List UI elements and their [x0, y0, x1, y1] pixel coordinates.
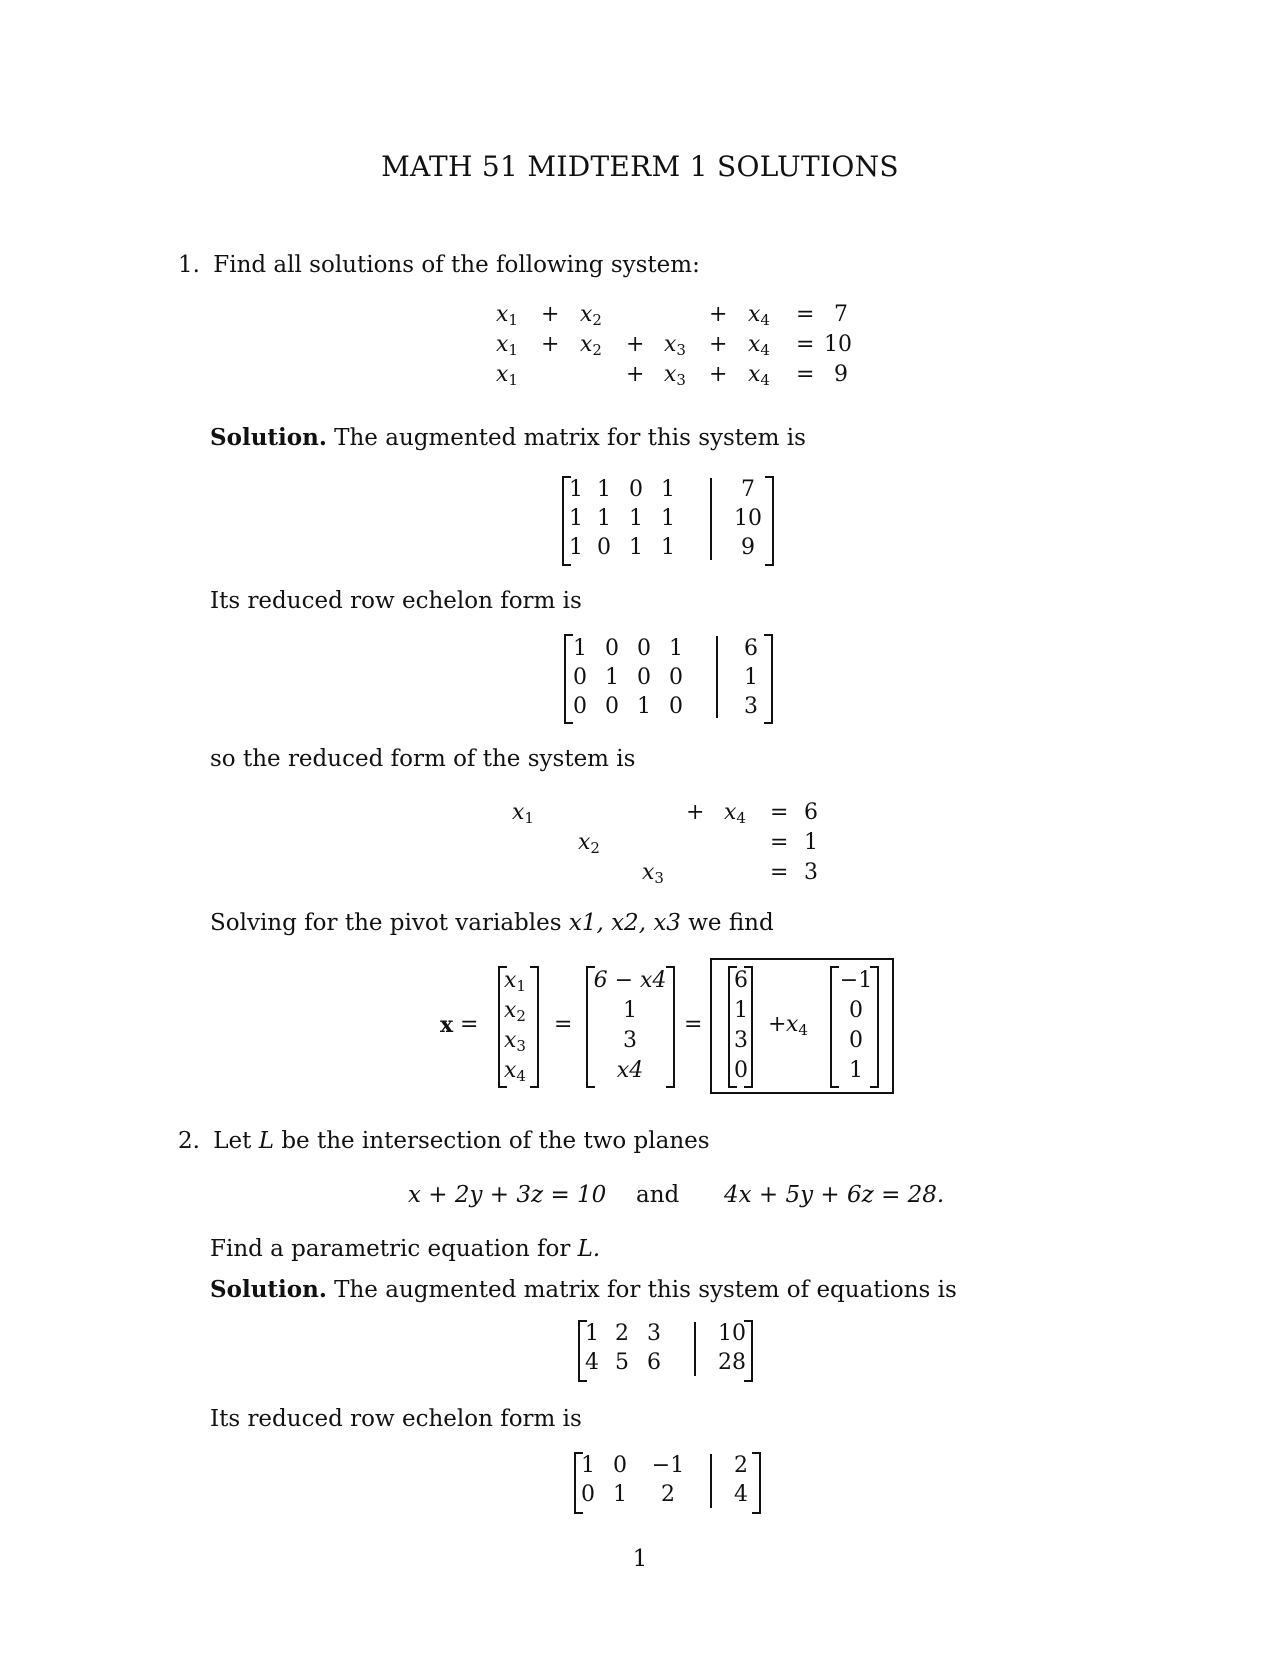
reduced-intro: so the reduced form of the system is [210, 746, 636, 772]
conjunction: and [636, 1182, 680, 1208]
matrix-cell: 1 [661, 506, 675, 531]
problem-text: Find all solutions of the following system: [213, 252, 700, 278]
solution-text: The augmented matrix for this system of equations is [334, 1277, 957, 1303]
pivot-sentence: Solving for the pivot variables x1, x2, x3 we find [210, 910, 774, 936]
matrix-cell: 1 [613, 1482, 627, 1507]
matrix-cell: 0 [613, 1453, 627, 1478]
vector-entry: 6 − x4 [593, 968, 667, 993]
matrix-cell: 1 [569, 506, 583, 531]
matrix-cell: 1 [569, 477, 583, 502]
matrix-cell: 1 [573, 636, 587, 661]
matrix-cell: 1 [597, 477, 611, 502]
matrix-cell: 3 [647, 1321, 661, 1346]
matrix-cell: 2 [734, 1453, 748, 1478]
vector-entry: 6 [734, 968, 748, 993]
matrix-cell: 1 [605, 665, 619, 690]
matrix-cell: 0 [669, 665, 683, 690]
matrix-cell: 0 [597, 535, 611, 560]
matrix-cell: 5 [615, 1350, 629, 1375]
matrix-cell: 0 [581, 1482, 595, 1507]
rhs-value: 1 [804, 830, 818, 855]
matrix-cell: 2 [615, 1321, 629, 1346]
matrix-cell: 1 [629, 535, 643, 560]
matrix-cell: 0 [605, 694, 619, 719]
vector-entry: 0 [849, 998, 863, 1023]
matrix-cell: 9 [741, 535, 755, 560]
matrix-cell: 1 [744, 665, 758, 690]
vector-entry: 0 [849, 1028, 863, 1053]
matrix-cell: 0 [629, 477, 643, 502]
matrix-cell: 1 [569, 535, 583, 560]
page-number: 1 [632, 1546, 648, 1572]
solution-label: Solution. [210, 424, 327, 451]
matrix-cell: 4 [734, 1482, 748, 1507]
page-title: MATH 51 MIDTERM 1 SOLUTIONS [381, 150, 899, 183]
matrix-cell: 0 [573, 665, 587, 690]
problem-number: 2. [178, 1128, 200, 1154]
problem-2-prompt: 2. Let L be the intersection of the two planes [178, 1128, 710, 1154]
matrix-cell: 3 [744, 694, 758, 719]
matrix-cell: 10 [734, 506, 762, 531]
problem-number: 1. [178, 252, 200, 278]
vector-entry: 3 [734, 1028, 748, 1053]
vector-entry: 1 [734, 998, 748, 1023]
plane-equation-1: x + 2y + 3z = 10 [408, 1182, 607, 1208]
matrix-cell: 1 [669, 636, 683, 661]
solution-1-intro [210, 424, 806, 451]
matrix-cell: −1 [651, 1453, 685, 1478]
rref-intro-2: Its reduced row echelon form is [210, 1406, 582, 1432]
matrix-cell: 10 [718, 1321, 746, 1346]
matrix-cell: 1 [661, 477, 675, 502]
matrix-cell: 1 [661, 535, 675, 560]
vector-entry: 3 [623, 1028, 637, 1053]
matrix-cell: 0 [637, 636, 651, 661]
matrix-cell: 2 [661, 1482, 675, 1507]
matrix-cell: 4 [585, 1350, 599, 1375]
matrix-cell: 6 [647, 1350, 661, 1375]
matrix-cell: 0 [573, 694, 587, 719]
vector-entry: 1 [623, 998, 637, 1023]
matrix-cell: 6 [744, 636, 758, 661]
matrix-cell: 0 [669, 694, 683, 719]
matrix-cell: 1 [597, 506, 611, 531]
matrix-cell: 28 [718, 1350, 746, 1375]
problem-1-prompt [178, 252, 700, 278]
vector-entry: x4 [616, 1058, 644, 1083]
find-sentence: Find a parametric equation for L. [210, 1236, 601, 1262]
matrix-cell: 0 [637, 665, 651, 690]
pivot-variables: x1, x2, x3 [568, 910, 681, 936]
rhs-value: 6 [804, 800, 818, 825]
rref-intro-1: Its reduced row echelon form is [210, 588, 582, 614]
matrix-cell: 7 [741, 477, 755, 502]
vector-entry: 0 [734, 1058, 748, 1083]
solution-label: Solution. [210, 1276, 327, 1303]
plane-equation-2: 4x + 5y + 6z = 28. [724, 1182, 945, 1208]
rhs-value: 9 [834, 362, 848, 387]
matrix-cell: 1 [637, 694, 651, 719]
rhs-value: 10 [824, 332, 852, 357]
rhs-value: 3 [804, 860, 818, 885]
matrix-cell: 1 [629, 506, 643, 531]
solution-2-intro [210, 1276, 957, 1303]
vector-entry: −1 [839, 968, 873, 993]
matrix-cell: 1 [585, 1321, 599, 1346]
solution-text: The augmented matrix for this system is [334, 425, 806, 451]
vector-entry: 1 [849, 1058, 863, 1083]
matrix-cell: 1 [581, 1453, 595, 1478]
rhs-value: 7 [834, 302, 848, 327]
matrix-cell: 0 [605, 636, 619, 661]
